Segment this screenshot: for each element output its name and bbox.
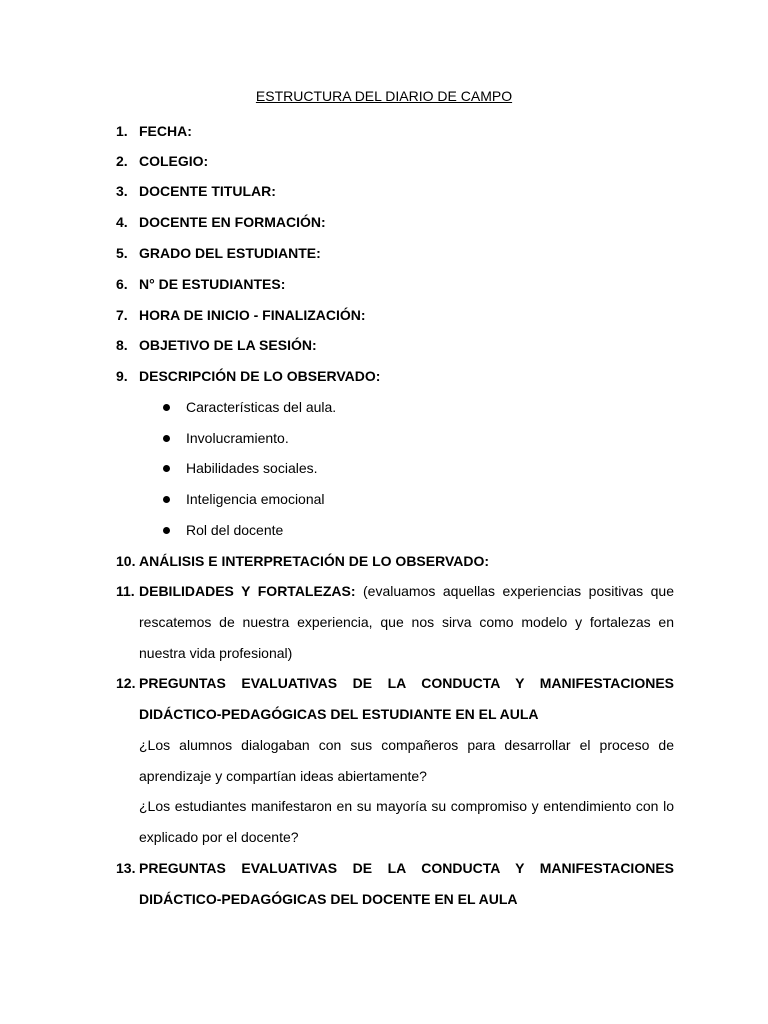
item-preguntas-estudiante-line-2: DIDÁCTICO-PEDAGÓGICAS DEL ESTUDIANTE EN EL AULA [139,706,539,722]
item-number: 5. [116,245,128,261]
item-label: HORA DE INICIO - FINALIZACIÓN: [139,307,366,323]
bullet-icon [163,465,170,472]
item-number: 1. [116,123,128,139]
item-debilidades-line-3: nuestra vida profesional) [139,645,293,661]
item-debilidades-line-1 [139,576,674,607]
item-label: ANÁLISIS E INTERPRETACIÓN DE LO OBSERVADO: [139,553,490,569]
document-title: ESTRUCTURA DEL DIARIO DE CAMPO [255,88,513,104]
item-grado-del-estudiante [116,244,321,262]
bullet-icon [163,435,170,442]
item-label: DESCRIPCIÓN DE LO OBSERVADO: [139,368,381,384]
item-label: DOCENTE EN FORMACIÓN: [139,214,326,230]
item-preguntas-docente-line-2: DIDÁCTICO-PEDAGÓGICAS DEL DOCENTE EN EL AULA [139,891,518,907]
item-numero-de-estudiantes [116,275,285,293]
bullet-text: Características del aula. [186,399,337,415]
item-label: FECHA: [139,123,192,139]
bullet-icon [163,527,170,534]
item-label: N° DE ESTUDIANTES: [139,276,286,292]
item-number: 4. [116,214,128,230]
item-preguntas-docente-line-1: PREGUNTAS EVALUATIVAS DE LA CONDUCTA Y MANIFESTACIONES [139,860,674,876]
item-analisis-e-interpretacion [116,552,489,570]
item-number: 8. [116,337,128,353]
item-label: DOCENTE TITULAR: [139,183,276,199]
item-number: 7. [116,307,128,323]
item-hora-de-inicio [116,306,366,324]
item-number: 13. [116,860,136,876]
bullet-text: Involucramiento. [186,430,289,446]
item-number: 10. [116,553,136,569]
item-objetivo-de-la-sesion [116,336,317,354]
item-label: GRADO DEL ESTUDIANTE: [139,245,321,261]
question-1-line-2: aprendizaje y compartían ideas abiertamente? [139,768,427,784]
item-docente-titular [116,182,276,200]
question-2-line-1: ¿Los estudiantes manifestaron en su mayoría su compromiso y entendimiento con lo [139,798,674,814]
item-label: OBJETIVO DE LA SESIÓN: [139,337,317,353]
question-2-line-2: explicado por el docente? [139,829,299,845]
bullet-icon [163,496,170,503]
item-number: 6. [116,276,128,292]
item-number: 3. [116,183,128,199]
item-number: 2. [116,153,128,169]
item-number: 11. [116,583,135,599]
item-label: COLEGIO: [139,153,209,169]
item-preguntas-estudiante-line-1: PREGUNTAS EVALUATIVAS DE LA CONDUCTA Y MANIFESTACIONES [139,675,674,691]
bullet-text: Habilidades sociales. [186,460,318,476]
item-debilidades-line-2: rescatemos de nuestra experiencia, que nos sirva como modelo y fortalezas en [139,614,674,630]
item-label: DEBILIDADES Y FORTALEZAS: [139,583,356,599]
item-colegio [116,152,208,170]
item-fecha [116,122,192,140]
bullet-icon [163,404,170,411]
item-docente-en-formacion [116,213,326,231]
bullet-text: Rol del docente [186,522,284,538]
question-1-line-1: ¿Los alumnos dialogaban con sus compañeros para desarrollar el proceso de [139,737,674,753]
bullet-text: Inteligencia emocional [186,491,325,507]
item-description: (evaluamos aquellas experiencias positivas que [363,583,674,599]
item-number: 12. [116,675,136,691]
item-descripcion-de-lo-observado [116,367,380,385]
item-number: 9. [116,368,128,384]
